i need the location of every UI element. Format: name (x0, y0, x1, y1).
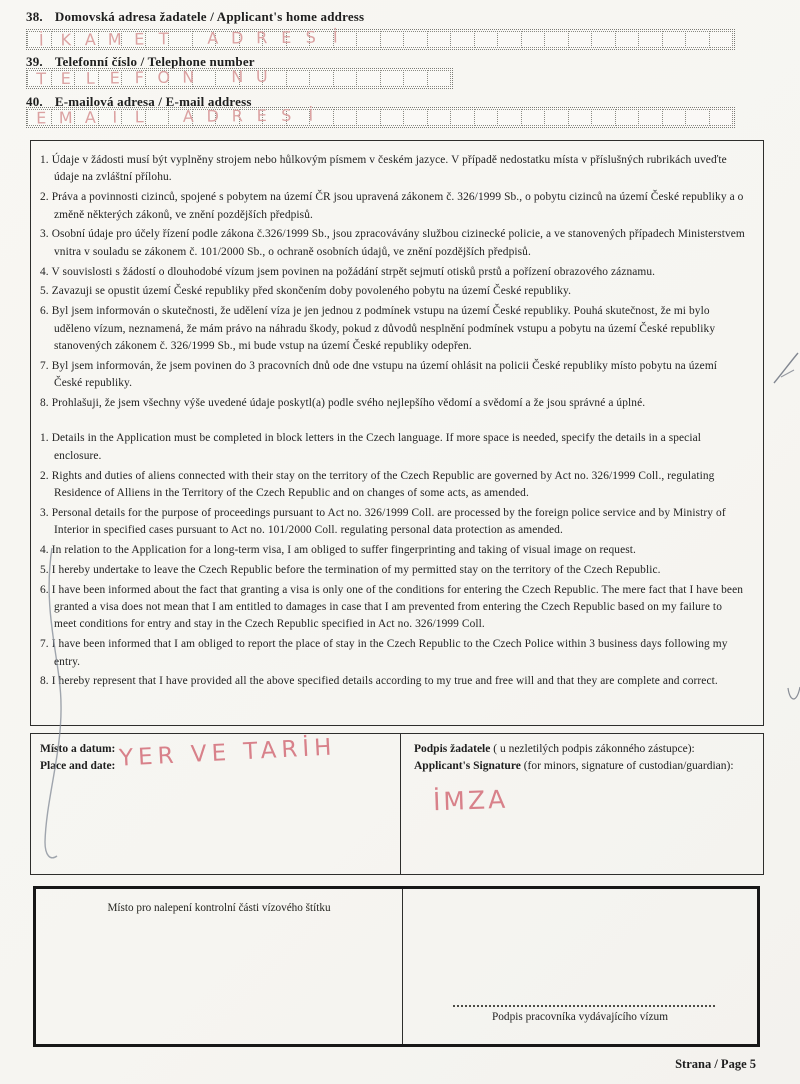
char-cell[interactable] (145, 31, 170, 48)
char-cell[interactable] (262, 70, 287, 87)
official-signature-label: Podpis pracovníka vydávajícího vízum (491, 1011, 668, 1023)
pen-mark-right-slash (774, 353, 798, 383)
char-cell[interactable] (380, 31, 405, 48)
official-signature-line (453, 1005, 715, 1007)
handwritten-letter: D (230, 28, 244, 48)
handwritten-letter: N (231, 67, 244, 87)
pen-mark-right-slash-cross (781, 370, 794, 377)
handwritten-letter: R (231, 106, 243, 126)
handwritten-letter: M (58, 108, 73, 128)
char-cell[interactable] (262, 109, 287, 126)
char-cell[interactable] (356, 31, 381, 48)
char-cell[interactable] (474, 109, 499, 126)
czech-note-7: 7. Byl jsem informován, že jsem povinen do 3 pracovních dnů ode dne vstupu na území ohlásit na policii České republiky místo pobytu na území České republiky. (40, 359, 718, 390)
handwritten-letter: I (112, 107, 118, 127)
visa-sticker-label: Místo pro nalepení kontrolní části vízového štítku (107, 902, 331, 914)
char-cell[interactable] (27, 31, 52, 48)
place-date-cell[interactable] (31, 734, 401, 874)
char-cell[interactable] (286, 109, 311, 126)
handwritten-letter: U (255, 66, 268, 86)
handwritten-letter: İ (38, 30, 44, 50)
handwritten-letter: M (107, 29, 122, 49)
char-cell[interactable] (591, 31, 616, 48)
char-cell[interactable] (51, 109, 76, 126)
handwritten-letter: İ (308, 105, 314, 125)
char-cell[interactable] (427, 31, 452, 48)
char-cell[interactable] (309, 109, 334, 126)
char-cell[interactable] (333, 109, 358, 126)
char-cell[interactable] (145, 70, 170, 87)
pen-mark-right-tick (788, 687, 800, 699)
char-cell[interactable] (192, 70, 217, 87)
char-cell[interactable] (544, 31, 569, 48)
char-cell[interactable] (239, 31, 264, 48)
signature-label-cz-bold: Podpis žadatele (414, 743, 491, 755)
visa-sticker-area (36, 889, 403, 1044)
char-cell[interactable] (98, 70, 123, 87)
char-cell[interactable] (450, 109, 475, 126)
char-cell[interactable] (215, 70, 240, 87)
english-note-6: 6. I have been informed about the fact that granting a visa is only one of the conditions for entering the Czech Republic. The mere fact that I have been granted a visa does not mean that I am entitled to damages in case that I am prevented from entering the Czech Republic based on my failure to meet conditions for entry and stay in the Czech Republic specified in Act no. 326/1999 Coll. (40, 583, 744, 631)
char-cell[interactable] (638, 31, 663, 48)
english-note-1: 1. Details in the Application must be completed in block letters in the Czech language. If more space is needed, specify the details in a special enclosure. (40, 432, 702, 462)
handwritten-letter: A (207, 28, 219, 48)
char-cell[interactable] (685, 109, 710, 126)
signature-label-en-rest: (for minors, signature of custodian/guardian): (520, 759, 734, 772)
char-cell[interactable] (427, 70, 452, 87)
char-cell[interactable] (333, 70, 358, 87)
english-notes-list (40, 430, 747, 690)
handwritten-letter: E (60, 68, 71, 88)
handwritten-letter: İ (332, 27, 338, 47)
char-cell[interactable] (74, 70, 99, 87)
signature-section (30, 733, 764, 875)
char-cell[interactable] (380, 70, 405, 87)
handwritten-letter: S (281, 105, 292, 125)
email-address-input[interactable] (26, 107, 735, 128)
char-cell[interactable] (497, 31, 522, 48)
char-cell[interactable] (450, 31, 475, 48)
official-signature-area[interactable] (403, 889, 757, 1044)
char-cell[interactable] (568, 31, 593, 48)
char-cell[interactable] (403, 31, 428, 48)
char-cell[interactable] (544, 109, 569, 126)
char-cell[interactable] (638, 109, 663, 126)
char-cell[interactable] (521, 109, 546, 126)
char-cell[interactable] (215, 31, 240, 48)
char-cell[interactable] (168, 31, 193, 48)
handwritten-letter: R (256, 28, 268, 48)
char-cell[interactable] (98, 109, 123, 126)
char-cell[interactable] (615, 109, 640, 126)
handwritten-letter: T (36, 69, 47, 89)
field-38-number: 38. (26, 9, 43, 24)
place-date-handwriting: YER VE TARİH (118, 734, 338, 772)
place-date-label-cz: Místo a datum: (40, 743, 116, 755)
char-cell[interactable] (568, 109, 593, 126)
home-address-input[interactable] (26, 29, 735, 50)
char-cell[interactable] (309, 31, 334, 48)
char-cell[interactable] (27, 70, 52, 87)
signature-label-cz (414, 741, 755, 758)
char-cell[interactable] (98, 31, 123, 48)
handwritten-letter: L (85, 68, 95, 88)
char-cell[interactable] (192, 31, 217, 48)
visa-sticker-section (33, 886, 760, 1047)
char-cell[interactable] (333, 31, 358, 48)
char-cell[interactable] (309, 70, 334, 87)
handwritten-letter: A (182, 106, 194, 126)
field-38-label (26, 9, 364, 25)
char-cell[interactable] (51, 70, 76, 87)
signature-label-en (414, 758, 755, 775)
czech-note-6: 6. Byl jsem informován o skutečnosti, že udělení víza je jen jednou z podmínek vstupu na území České republiky. Pouhá skutečnost, že mi bylo uděleno vízum, neznamená, že mám právo na náhradu škody, pokud z důvodů nesplnění podmínek vstupu a pobytu na území České republiky stanovených zákonem č. 326/1999 Sb., mi bude vstup na území České republiky odepřen. (40, 305, 716, 353)
char-cell[interactable] (591, 109, 616, 126)
char-cell[interactable] (168, 70, 193, 87)
char-cell[interactable] (356, 109, 381, 126)
handwritten-letter: E (256, 106, 267, 126)
char-cell[interactable] (615, 31, 640, 48)
czech-notes-list (40, 152, 747, 412)
english-note-7: 7. I have been informed that I am obliged to report the place of stay in the Czech Republic to the Czech Police within 3 business days following my entry. (40, 638, 728, 668)
field-39-title: Telefonní číslo / Telephone number (54, 54, 255, 69)
english-note-5: 5. I hereby undertake to leave the Czech Republic before the termination of my permitted stay on the territory of the Czech Republic. (40, 563, 661, 576)
char-cell[interactable] (74, 31, 99, 48)
handwritten-letter: A (84, 29, 96, 50)
english-note-3: 3. Personal details for the purpose of proceedings pursuant to Act no. 326/1999 Coll. are processed by the foreign police service and by Ministry of Interior in specified cases pursuant to Act no. 101/2000 Coll. regulating personal data protection as amended. (40, 506, 726, 537)
char-cell[interactable] (27, 109, 52, 126)
applicant-signature-handwriting: İMZA (432, 784, 509, 817)
char-cell[interactable] (709, 31, 734, 48)
char-cell[interactable] (474, 31, 499, 48)
english-note-2: 2. Rights and duties of aliens connected with their stay on the territory of the Czech Republic are governed by Act no. 326/1999 Coll., regulating Residence of Alliens in the Territory of the Czech Republic and on changes of some acts, as amended. (40, 469, 715, 500)
field-38-title: Domovská adresa žadatele / Applicant's home address (54, 9, 365, 24)
char-cell[interactable] (239, 70, 264, 87)
char-cell[interactable] (521, 31, 546, 48)
char-cell[interactable] (168, 109, 193, 126)
char-cell[interactable] (356, 70, 381, 87)
char-cell[interactable] (403, 70, 428, 87)
field-40-number: 40. (26, 94, 43, 109)
czech-note-5: 5. Zavazuji se opustit území České republiky před skončením doby povoleného pobytu na území České republiky. (40, 285, 572, 298)
czech-note-4: 4. V souvislosti s žádostí o dlouhodobé vízum jsem povinen na požádání strpět sejmutí otisků prstů a pořízení obrazového záznamu. (40, 265, 656, 278)
char-cell[interactable] (497, 109, 522, 126)
char-cell[interactable] (145, 109, 170, 126)
page-number: Strana / Page 5 (675, 1057, 756, 1071)
char-cell[interactable] (239, 109, 264, 126)
czech-note-8: 8. Prohlašuji, že jsem všechny výše uvedené údaje poskytl(a) podle svého nejlepšího vědomí a svědomí a že jsou správné a úplné. (40, 397, 646, 410)
english-note-4: 4. In relation to the Application for a long-term visa, I am obliged to suffer fingerprinting and taking of visual image on request. (40, 544, 636, 557)
applicant-signature-cell[interactable] (401, 734, 763, 874)
english-note-8: 8. I hereby represent that I have provided all the above specified details according to my true and free will and that they are complete and correct. (40, 675, 718, 688)
char-cell[interactable] (709, 109, 734, 126)
char-cell[interactable] (286, 70, 311, 87)
handwritten-letter: N (182, 67, 195, 87)
char-cell[interactable] (427, 109, 452, 126)
handwritten-letter: F (134, 68, 144, 88)
handwritten-letter: E (36, 108, 47, 128)
handwritten-letter: D (206, 106, 220, 126)
char-cell[interactable] (286, 31, 311, 48)
czech-note-2: 2. Práva a povinnosti cizinců, spojené s pobytem na území ČR jsou upravená zákonem č. 326/1999 Sb., o pobytu cizinců na území České republiky a o změně některých zákonů, ve znění pozdějších předpisů. (40, 191, 744, 221)
signature-label-cz-rest: ( u nezletilých podpis zákonného zástupce): (490, 743, 695, 755)
char-cell[interactable] (403, 109, 428, 126)
handwritten-letter: E (281, 27, 292, 48)
char-cell[interactable] (74, 109, 99, 126)
char-cell[interactable] (215, 109, 240, 126)
czech-note-1: 1. Údaje v žádosti musí být vyplněny strojem nebo hůlkovým písmem v českém jazyce. V případě nedostatku místa v příslušných rubrikách uveďte údaje na zvláštní přílohu. (40, 154, 727, 184)
char-cell[interactable] (662, 109, 687, 126)
char-cell[interactable] (121, 109, 146, 126)
handwritten-letter: L (134, 107, 144, 127)
handwritten-letter: K (60, 30, 72, 50)
char-cell[interactable] (192, 109, 217, 126)
handwritten-letter: S (305, 27, 316, 47)
char-cell[interactable] (685, 31, 710, 48)
handwritten-letter: A (84, 107, 96, 127)
field-39-number: 39. (26, 54, 43, 69)
czech-note-3: 3. Osobní údaje pro účely řízení podle zákona č.326/1999 Sb., jsou zpracovávány službou cizinecké policie, a ve stanovených případech Ministerstvem vnitra v souladu se zákonem č. 101/2000 Sb., o ochraně osobních údajů, ve znění pozdějších předpisů. (40, 228, 745, 258)
signature-label-en-bold: Applicant's Signature (414, 759, 521, 772)
field-40-title: E-mailová adresa / E-mail address (54, 94, 252, 109)
telephone-number-input[interactable] (26, 68, 453, 89)
handwritten-letter: E (134, 29, 145, 49)
char-cell[interactable] (262, 31, 287, 48)
handwritten-letter: T (158, 29, 169, 49)
char-cell[interactable] (121, 31, 146, 48)
char-cell[interactable] (380, 109, 405, 126)
char-cell[interactable] (121, 70, 146, 87)
char-cell[interactable] (662, 31, 687, 48)
declarations-box (30, 140, 764, 726)
place-date-label-en: Place and date: (40, 759, 116, 772)
handwritten-letter: O (157, 67, 171, 87)
char-cell[interactable] (51, 31, 76, 48)
handwritten-letter: E (109, 68, 120, 88)
